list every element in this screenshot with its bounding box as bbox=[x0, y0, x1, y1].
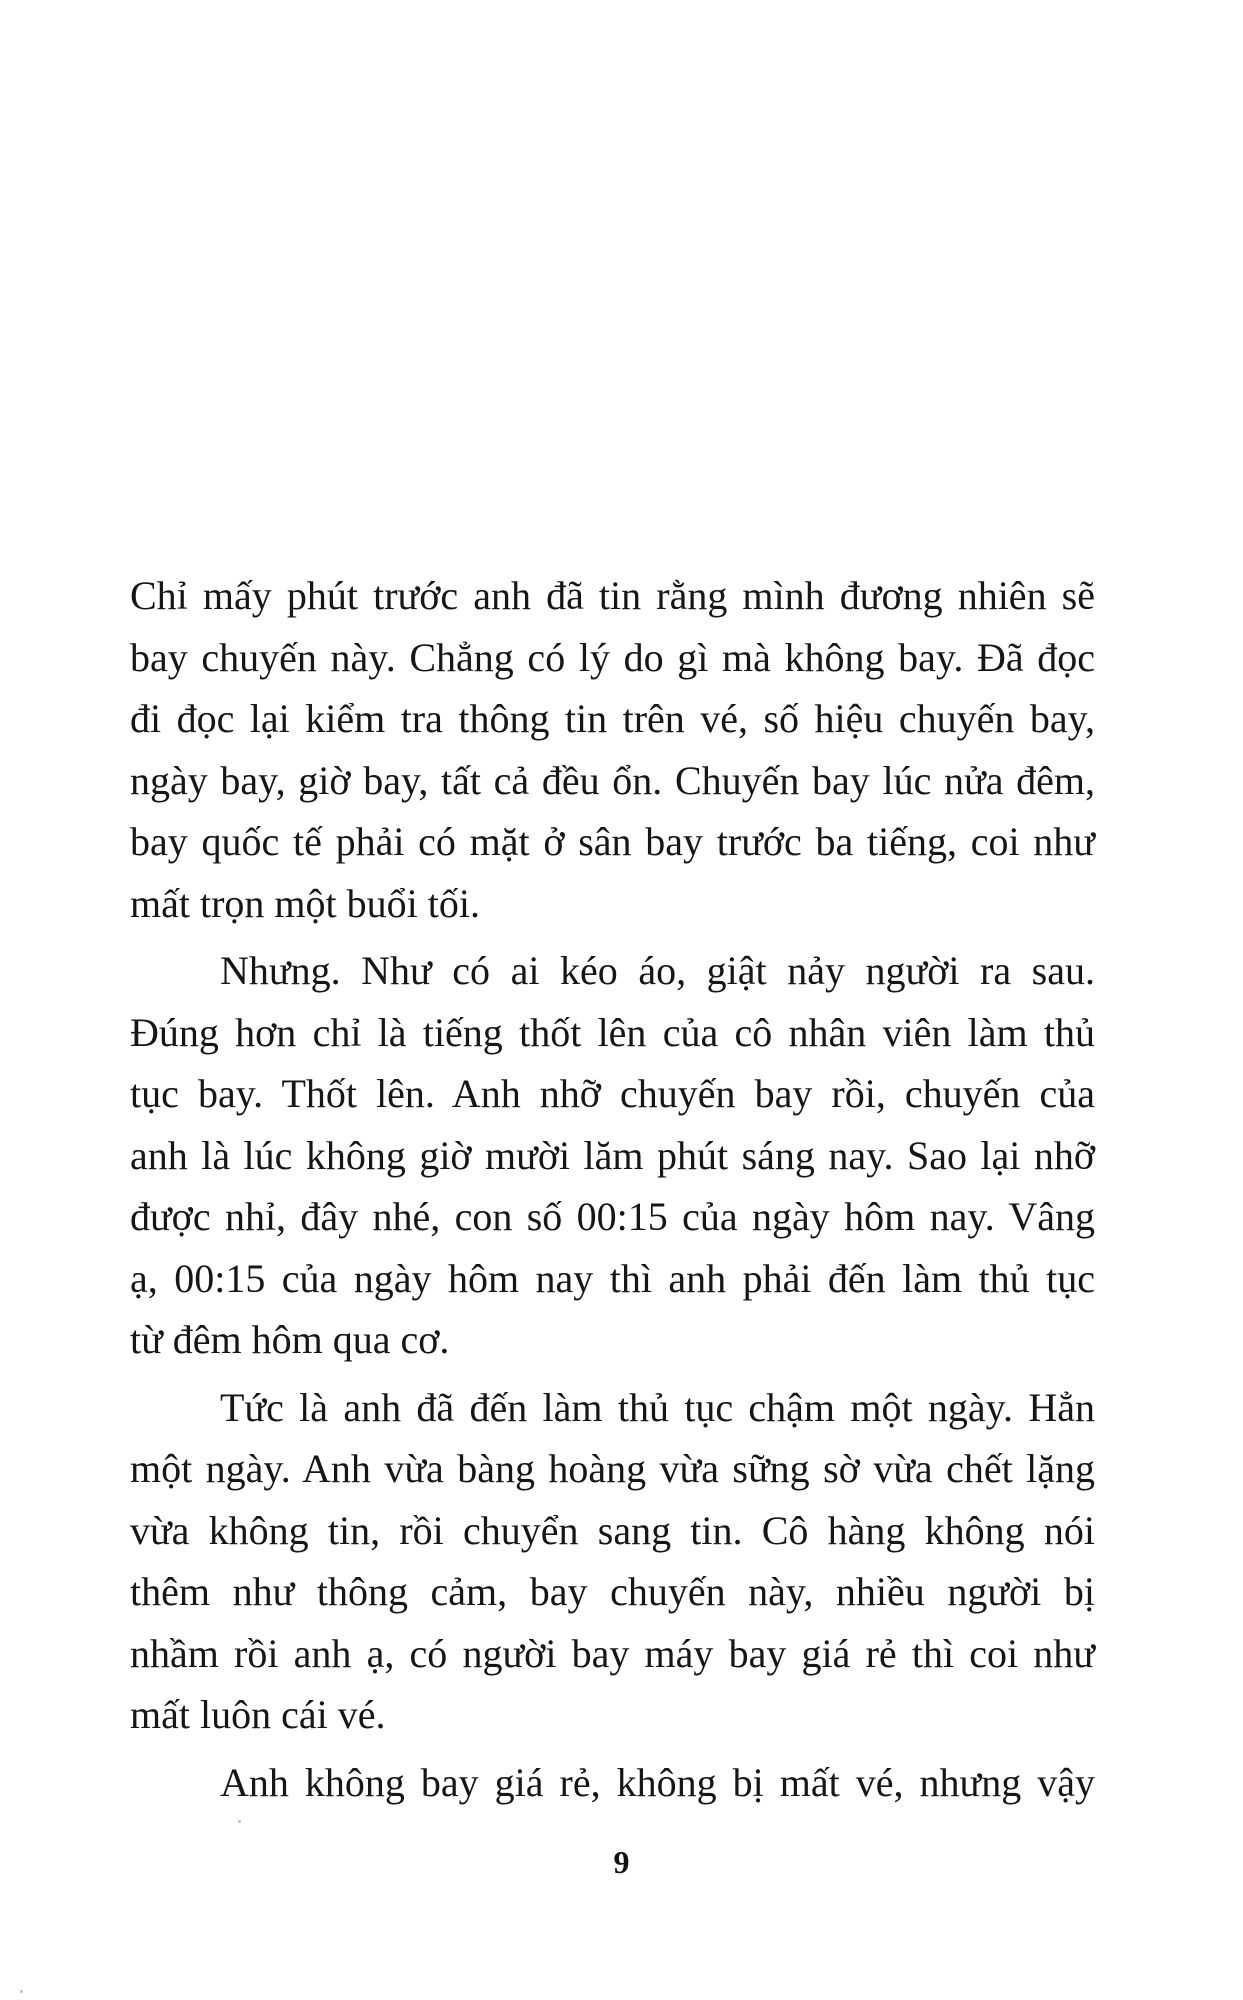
text-line: vừa không tin, rồi chuyển sang tin. Cô hàng không nói bbox=[130, 1507, 1095, 1553]
paragraph-2 bbox=[130, 940, 1095, 1371]
text-line: đi đọc lại kiểm tra thông tin trên vé, số hiệu chuyến bay, bbox=[130, 696, 1095, 741]
text-line: tục bay. Thốt lên. Anh nhỡ chuyến bay rồi, chuyến của bbox=[130, 1071, 1095, 1116]
text-line: ạ, 00:15 của ngày hôm nay thì anh phải đến làm thủ tục bbox=[130, 1255, 1095, 1301]
text-line: từ đêm hôm qua cơ. bbox=[130, 1317, 450, 1362]
text-line: bay quốc tế phải có mặt ở sân bay trước ba tiếng, coi như bbox=[130, 819, 1095, 864]
paragraph-3 bbox=[130, 1377, 1095, 1746]
text-line: bay chuyến này. Chẳng có lý do gì mà không bay. Đã đọc bbox=[130, 634, 1095, 680]
text-line: anh là lúc không giờ mười lăm phút sáng nay. Sao lại nhỡ bbox=[130, 1132, 1095, 1178]
paragraph-4 bbox=[130, 1752, 1095, 1814]
text-line: mất luôn cái vé. bbox=[130, 1692, 386, 1737]
text-line: Tức là anh đã đến làm thủ tục chậm một ngày. Hẳn bbox=[220, 1384, 1095, 1430]
text-line: Đúng hơn chỉ là tiếng thốt lên của cô nhân viên làm thủ bbox=[130, 1009, 1095, 1055]
page-number: 9 bbox=[613, 1844, 630, 1880]
bleed-through-texture bbox=[130, 150, 1090, 450]
paper-speck bbox=[20, 1990, 23, 1993]
text-line: Nhưng. Như có ai kéo áo, giật nảy người ra sau. bbox=[220, 948, 1095, 993]
text-line: Chỉ mấy phút trước anh đã tin rằng mình đương nhiên sẽ bbox=[130, 573, 1095, 618]
paper-speck bbox=[238, 1820, 241, 1823]
text-line: nhầm rồi anh ạ, có người bay máy bay giá rẻ thì coi như bbox=[130, 1630, 1095, 1676]
text-line: Anh không bay giá rẻ, không bị mất vé, nhưng vậy bbox=[220, 1759, 1095, 1805]
body-text bbox=[130, 565, 1095, 1813]
paragraph-1 bbox=[130, 565, 1095, 934]
text-line: một ngày. Anh vừa bàng hoàng vừa sững sờ vừa chết lặng bbox=[130, 1446, 1095, 1491]
text-line: được nhỉ, đây nhé, con số 00:15 của ngày hôm nay. Vâng bbox=[130, 1194, 1095, 1239]
text-line: thêm như thông cảm, bay chuyến này, nhiều người bị bbox=[130, 1569, 1095, 1614]
text-line: mất trọn một buổi tối. bbox=[130, 880, 480, 926]
text-line: ngày bay, giờ bay, tất cả đều ổn. Chuyến bay lúc nửa đêm, bbox=[130, 757, 1095, 803]
